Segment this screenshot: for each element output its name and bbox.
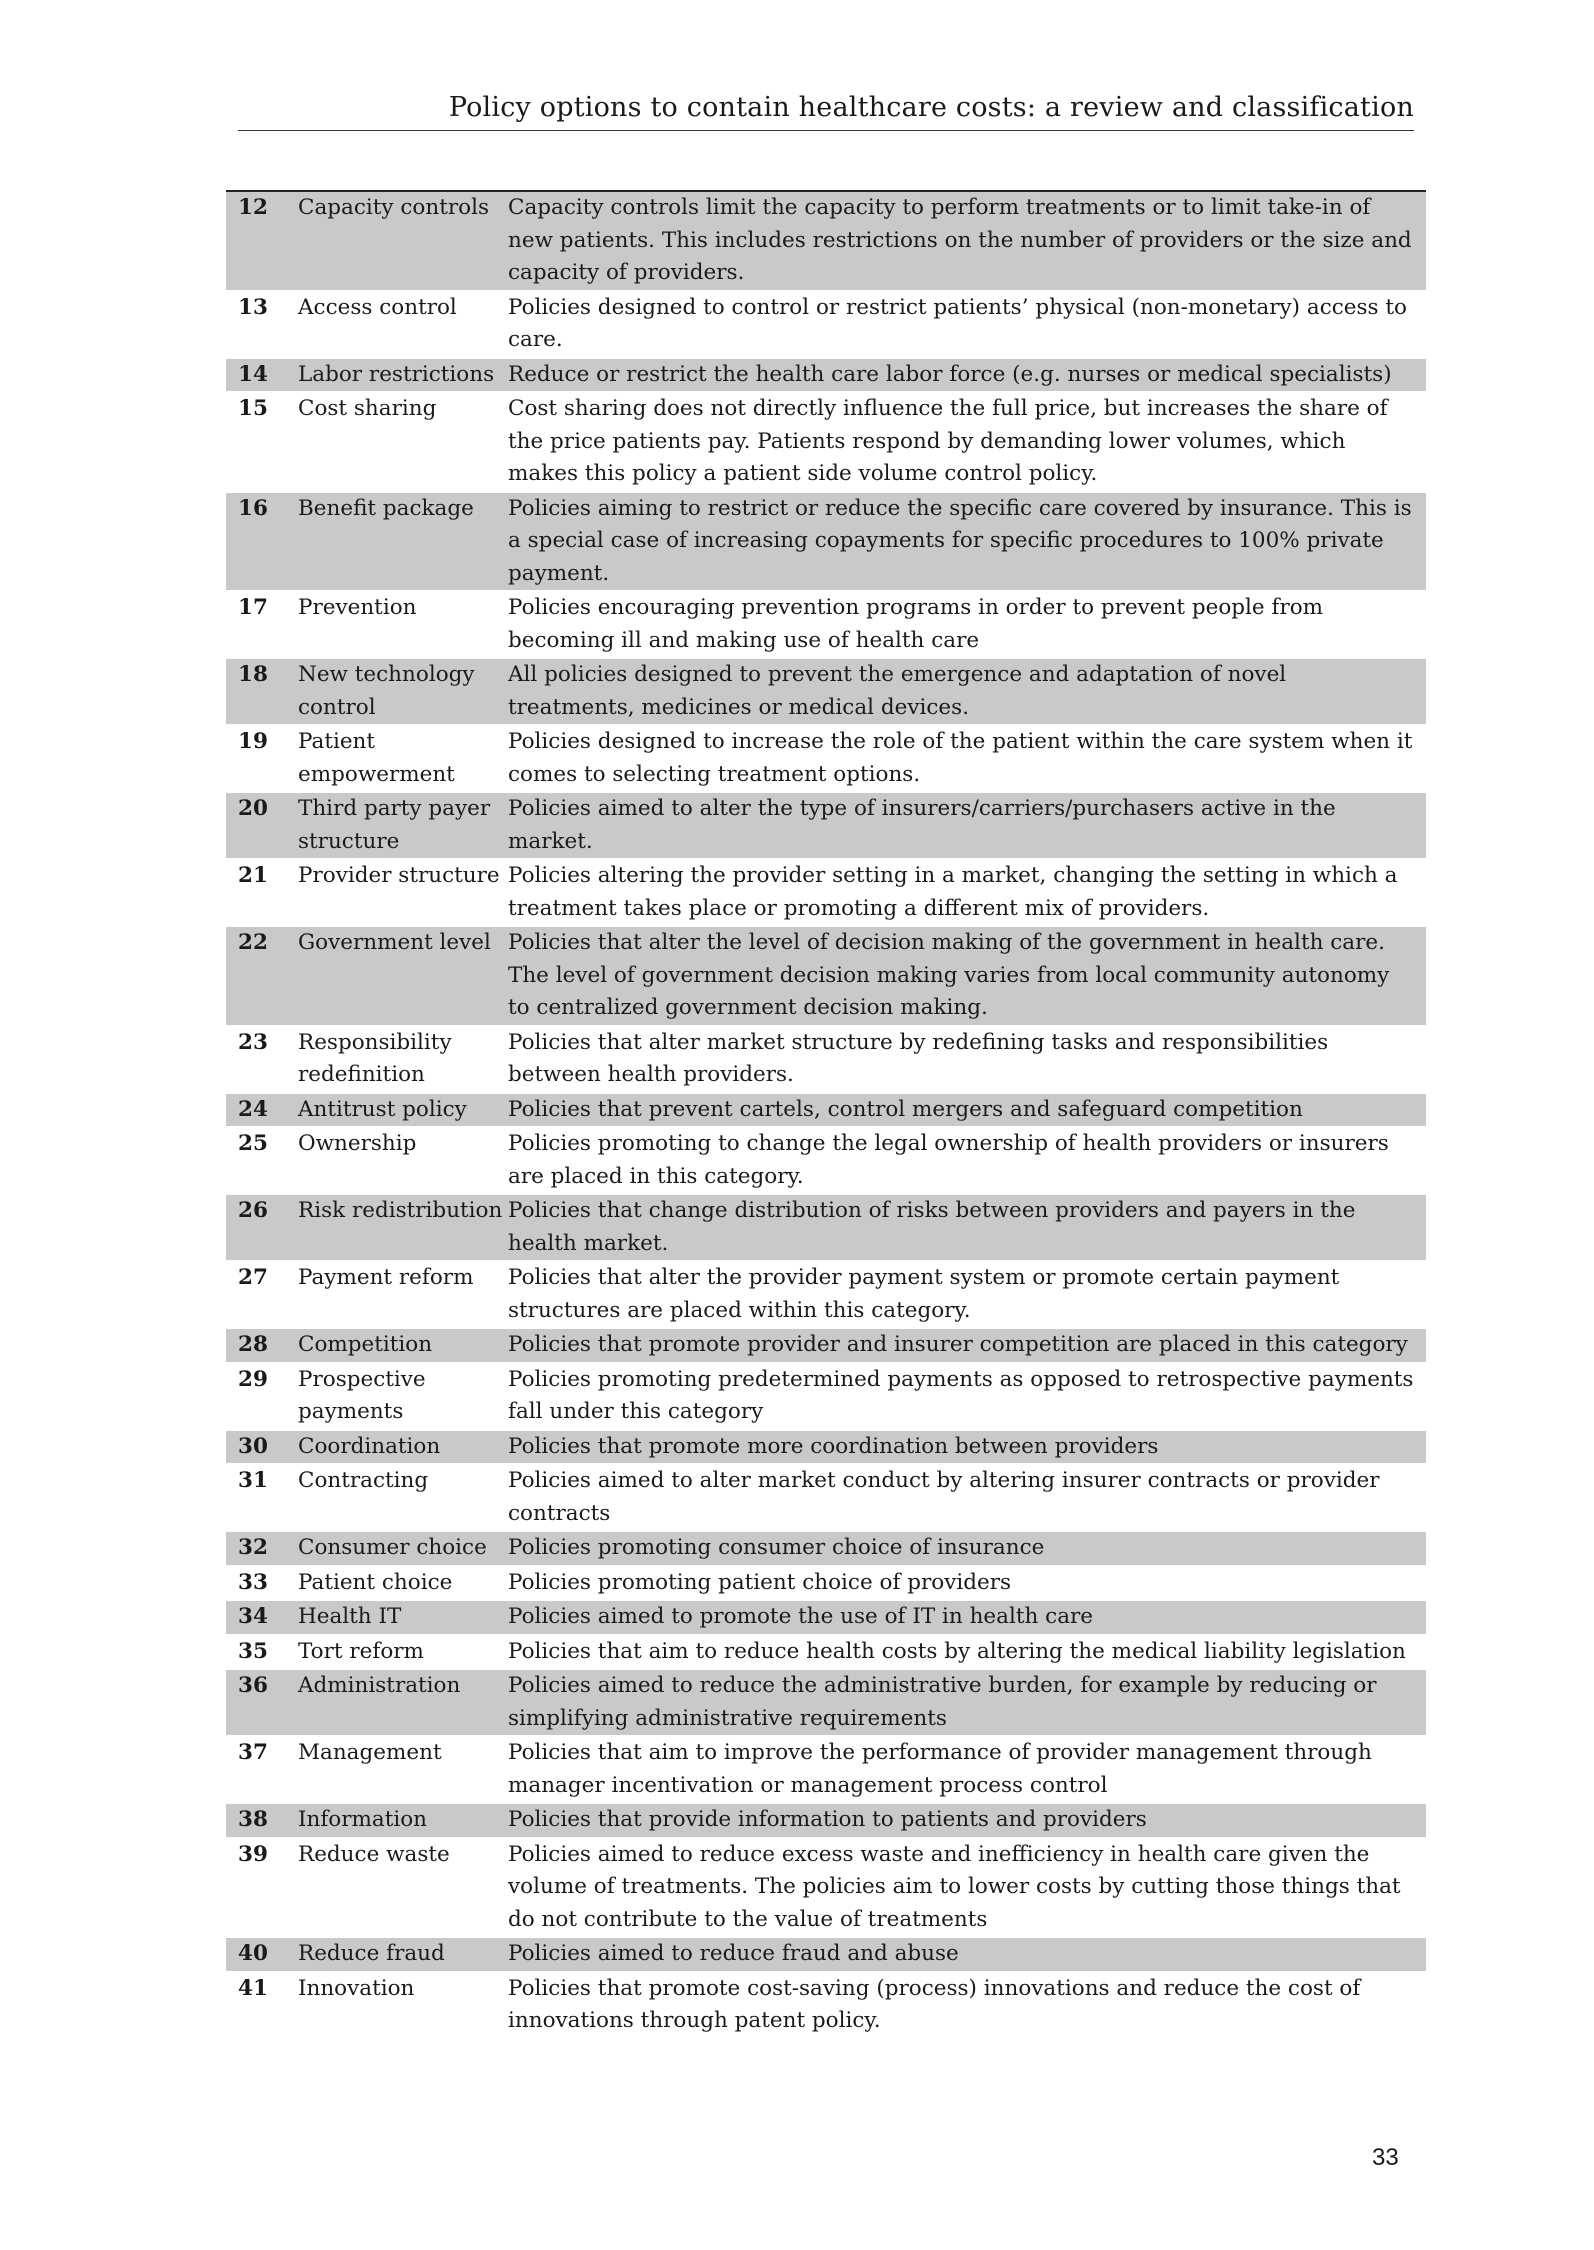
policy-description: Policies altering the provider setting in a market, changing the setting in which a treatment takes place or promoting a different mix of providers.	[508, 863, 1398, 921]
policy-number: 22	[226, 926, 280, 1026]
policy-description: Policies that change distribution of risks between providers and payers in the health market.	[503, 1194, 1426, 1261]
policy-name: Third party payer structure	[280, 792, 503, 859]
policy-description: Cost sharing does not directly influence the full price, but increases the share of the price patients pay. Patients respond by demanding lower volumes, which makes this policy a patient side volume control policy.	[508, 396, 1388, 486]
policy-name: Administration	[280, 1669, 503, 1736]
table-row	[226, 1937, 1426, 1972]
policy-description: Policies aimed to reduce the administrative burden, for example by reducing or simplifying administrative requirements	[503, 1669, 1426, 1736]
policy-name: Cost sharing	[298, 396, 437, 421]
policy-number: 33	[238, 1569, 268, 1595]
policy-number: 18	[226, 658, 280, 725]
table-row	[226, 1464, 1426, 1531]
table-row	[226, 792, 1426, 859]
policy-table	[226, 190, 1426, 2040]
policy-description: Policies that alter market structure by redefining tasks and responsibilities between health providers.	[508, 1029, 1329, 1087]
policy-number: 12	[226, 191, 280, 291]
policy-description: Policies that alter the level of decision making of the government in health care. The level of government decision making varies from local community autonomy to centralized government decision making.	[503, 926, 1426, 1026]
policy-name: Benefit package	[280, 492, 503, 592]
policy-description: Policies promoting patient choice of providers	[508, 1569, 1012, 1595]
policy-name: Payment reform	[298, 1265, 474, 1290]
policy-number: 16	[226, 492, 280, 592]
policy-number: 13	[238, 294, 268, 320]
policy-number: 39	[238, 1841, 268, 1867]
policy-description: Policies promoting to change the legal ownership of health providers or insurers are placed in this category.	[508, 1131, 1389, 1189]
policy-number: 37	[238, 1740, 268, 1765]
table-row	[226, 1093, 1426, 1128]
table-row	[226, 1635, 1426, 1670]
table-row	[226, 725, 1426, 792]
table-row	[226, 1803, 1426, 1838]
policy-description: Policies designed to control or restrict patients’ physical (non-monetary) access to care.	[508, 294, 1408, 352]
policy-description: Policies that promote provider and insurer competition are placed in this category	[503, 1328, 1426, 1363]
policy-name: Reduce fraud	[280, 1937, 503, 1972]
policy-number: 27	[238, 1265, 268, 1290]
policy-number: 23	[238, 1029, 268, 1055]
table-row	[226, 926, 1426, 1026]
policy-number: 19	[238, 729, 268, 754]
table-row	[226, 358, 1426, 393]
table-row	[226, 392, 1426, 492]
table-row	[226, 1026, 1426, 1093]
policy-number: 34	[226, 1600, 280, 1635]
policy-number: 30	[226, 1430, 280, 1465]
table-row	[226, 1363, 1426, 1430]
table-row	[226, 191, 1426, 291]
policy-description: Policies promoting consumer choice of insurance	[503, 1531, 1426, 1566]
policy-number: 25	[238, 1131, 268, 1156]
policy-name: Competition	[280, 1328, 503, 1363]
policy-number: 29	[238, 1366, 268, 1392]
header-rule	[238, 130, 1414, 131]
policy-number: 40	[226, 1937, 280, 1972]
policy-description: Policies aimed to alter the type of insurers/carriers/purchasers active in the market.	[503, 792, 1426, 859]
policy-name: Tort reform	[298, 1638, 424, 1664]
policy-name: Risk redistribution	[280, 1194, 503, 1261]
policy-name: Antitrust policy	[280, 1093, 503, 1128]
policy-number: 41	[238, 1975, 268, 2001]
policy-name: Patient empowerment	[298, 729, 455, 787]
policy-name: Contracting	[298, 1468, 429, 1493]
policy-description: Policies aimed to promote the use of IT in health care	[503, 1600, 1426, 1635]
policy-number: 38	[226, 1803, 280, 1838]
policy-name: Innovation	[298, 1975, 415, 2001]
table-row	[226, 1736, 1426, 1803]
policy-number: 28	[226, 1328, 280, 1363]
policy-number: 15	[238, 396, 268, 421]
policy-description: Policies that prevent cartels, control mergers and safeguard competition	[503, 1093, 1426, 1128]
policy-description: Policies that promote more coordination between providers	[503, 1430, 1426, 1465]
policy-description: Policies promoting predetermined payments as opposed to retrospective payments fall under this category	[508, 1366, 1414, 1424]
policy-name: Health IT	[280, 1600, 503, 1635]
policy-name: Access control	[298, 294, 457, 320]
table-row	[226, 591, 1426, 658]
policy-name: Capacity controls	[280, 191, 503, 291]
table-row	[226, 859, 1426, 926]
table-row	[226, 1838, 1426, 1938]
policy-description: Policies encouraging prevention programs in order to prevent people from becoming ill and making use of health care	[508, 595, 1324, 653]
table-row	[226, 1531, 1426, 1566]
policy-description: Policies that alter the provider payment system or promote certain payment structures are placed within this category.	[508, 1265, 1340, 1323]
table-row	[226, 1430, 1426, 1465]
policy-name: Government level	[280, 926, 503, 1026]
policy-name: Reduce waste	[298, 1841, 450, 1867]
policy-name: Labor restrictions	[280, 358, 503, 393]
policy-name: Consumer choice	[280, 1531, 503, 1566]
policy-name: Prospective payments	[298, 1366, 426, 1424]
policy-description: Reduce or restrict the health care labor force (e.g. nurses or medical specialists)	[503, 358, 1426, 393]
policy-name: Information	[280, 1803, 503, 1838]
table-row	[226, 1972, 1426, 2039]
table-row	[226, 1600, 1426, 1635]
policy-description: Policies that aim to improve the performance of provider management through manager incentivation or management process control	[508, 1740, 1372, 1798]
policy-description: Policies that provide information to patients and providers	[503, 1803, 1426, 1838]
table-row	[226, 1261, 1426, 1328]
policy-number: 35	[238, 1638, 268, 1664]
table-row	[226, 291, 1426, 358]
policy-description: Policies aimed to reduce excess waste and inefficiency in health care given the volume of treatments. The policies aim to lower costs by cutting those things that do not contribute to the value of treatments	[508, 1841, 1401, 1932]
policy-table-body	[226, 191, 1426, 2039]
policy-description: Policies aiming to restrict or reduce the specific care covered by insurance. This is a special case of increasing copayments for specific procedures to 100% private payment.	[503, 492, 1426, 592]
policy-number: 20	[226, 792, 280, 859]
policy-number: 24	[226, 1093, 280, 1128]
table-row	[226, 1669, 1426, 1736]
policy-name: Patient choice	[298, 1569, 453, 1595]
policy-number: 32	[226, 1531, 280, 1566]
policy-number: 14	[226, 358, 280, 393]
policy-name: Management	[298, 1740, 442, 1765]
policy-name: Coordination	[280, 1430, 503, 1465]
policy-description: Capacity controls limit the capacity to perform treatments or to limit take-in of new patients. This includes restrictions on the number of providers or the size and capacity of providers.	[503, 191, 1426, 291]
policy-description: Policies that aim to reduce health costs by altering the medical liability legislation	[508, 1638, 1406, 1664]
table-row	[226, 1328, 1426, 1363]
policy-name: Ownership	[298, 1131, 417, 1156]
policy-number: 31	[238, 1468, 268, 1493]
policy-name: Provider structure	[298, 863, 500, 888]
table-row	[226, 1127, 1426, 1194]
policy-number: 21	[238, 863, 268, 888]
policy-number: 26	[226, 1194, 280, 1261]
policy-number: 36	[226, 1669, 280, 1736]
policy-name: Prevention	[298, 595, 417, 620]
policy-number: 17	[238, 595, 268, 620]
policy-name: Responsibility redefinition	[298, 1029, 452, 1087]
table-row	[226, 492, 1426, 592]
running-head: Policy options to contain healthcare costs: a review and classification	[448, 92, 1414, 123]
policy-description: Policies aimed to alter market conduct by altering insurer contracts or provider contracts	[508, 1468, 1380, 1526]
page-number: 33	[1372, 2144, 1399, 2171]
policy-name: New technology control	[280, 658, 503, 725]
policy-description: Policies aimed to reduce fraud and abuse	[503, 1937, 1426, 1972]
policy-description: Policies designed to increase the role of the patient within the care system when it comes to selecting treatment options.	[508, 729, 1413, 787]
policy-description: All policies designed to prevent the emergence and adaptation of novel treatments, medicines or medical devices.	[503, 658, 1426, 725]
policy-description: Policies that promote cost-saving (process) innovations and reduce the cost of innovations through patent policy.	[508, 1975, 1361, 2033]
table-row	[226, 1566, 1426, 1601]
table-row	[226, 1194, 1426, 1261]
table-row	[226, 658, 1426, 725]
